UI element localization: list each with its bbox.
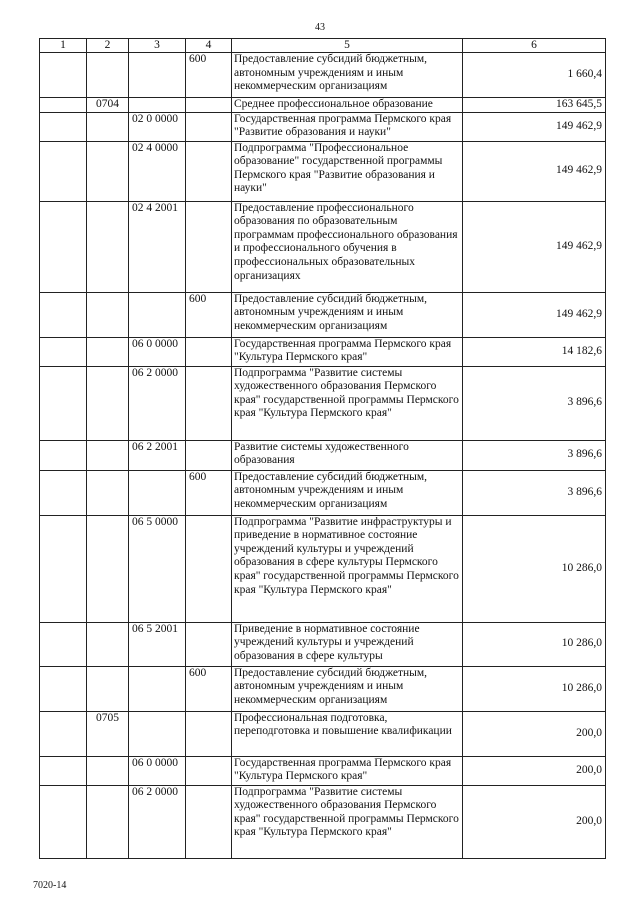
cell-c1 — [40, 440, 87, 470]
cell-c2 — [87, 141, 129, 201]
cell-c1 — [40, 785, 87, 858]
cell-c3 — [129, 666, 186, 711]
cell-c5: Подпрограмма "Развитие системы художественного образования Пермского края" государственной программы Пермского края "Культура Пермского края" — [232, 785, 463, 858]
cell-c5: Предоставление субсидий бюджетным, автономным учреждениям и иным некоммерческим организациям — [232, 666, 463, 711]
table-row — [40, 666, 606, 711]
cell-c2 — [87, 53, 129, 98]
cell-c1 — [40, 53, 87, 98]
cell-c5: Государственная программа Пермского края "Развитие образования и науки" — [232, 112, 463, 141]
table-row — [40, 98, 606, 113]
cell-c4 — [186, 141, 232, 201]
cell-c5: Подпрограмма "Развитие инфраструктуры и приведение в нормативное состояние учреждений культуры и учреждений образования в сфере культуры Пермского края" государственной программы Пермского края "Культура Пермского края" — [232, 515, 463, 622]
cell-c4 — [186, 622, 232, 666]
cell-c3: 06 2 0000 — [129, 785, 186, 858]
cell-c2 — [87, 112, 129, 141]
page-number: 43 — [315, 22, 325, 33]
cell-c5: Предоставление субсидий бюджетным, автономным учреждениям и иным некоммерческим организациям — [232, 53, 463, 98]
cell-c6: 1 660,4 — [463, 53, 606, 98]
cell-c4 — [186, 440, 232, 470]
cell-c3: 06 0 0000 — [129, 756, 186, 785]
cell-c6: 200,0 — [463, 711, 606, 756]
table-row — [40, 292, 606, 337]
cell-c1 — [40, 622, 87, 666]
cell-c4: 600 — [186, 666, 232, 711]
cell-c2 — [87, 292, 129, 337]
table-row — [40, 785, 606, 858]
cell-c2: 0705 — [87, 711, 129, 756]
cell-c1 — [40, 756, 87, 785]
cell-c2 — [87, 337, 129, 366]
cell-c3 — [129, 98, 186, 113]
cell-c6: 3 896,6 — [463, 440, 606, 470]
cell-c6: 149 462,9 — [463, 112, 606, 141]
cell-c6: 200,0 — [463, 785, 606, 858]
table-row — [40, 53, 606, 98]
cell-c1 — [40, 292, 87, 337]
cell-c1 — [40, 666, 87, 711]
cell-c3: 02 4 0000 — [129, 141, 186, 201]
cell-c4 — [186, 515, 232, 622]
cell-c2 — [87, 440, 129, 470]
cell-c6: 3 896,6 — [463, 366, 606, 440]
cell-c3: 06 2 2001 — [129, 440, 186, 470]
cell-c1 — [40, 711, 87, 756]
cell-c5: Приведение в нормативное состояние учреждений культуры и учреждений образования в сфере культуры — [232, 622, 463, 666]
cell-c4 — [186, 785, 232, 858]
cell-c1 — [40, 141, 87, 201]
table-row — [40, 515, 606, 622]
cell-c4 — [186, 201, 232, 292]
table-row — [40, 756, 606, 785]
cell-c6: 149 462,9 — [463, 201, 606, 292]
cell-c4 — [186, 711, 232, 756]
header-col-4: 4 — [186, 39, 232, 53]
table-row — [40, 366, 606, 440]
cell-c6: 10 286,0 — [463, 515, 606, 622]
cell-c3 — [129, 470, 186, 515]
table-row — [40, 711, 606, 756]
header-col-3: 3 — [129, 39, 186, 53]
cell-c6: 10 286,0 — [463, 666, 606, 711]
cell-c1 — [40, 337, 87, 366]
cell-c4 — [186, 337, 232, 366]
budget-table — [39, 38, 606, 859]
cell-c5: Государственная программа Пермского края "Культура Пермского края" — [232, 337, 463, 366]
cell-c1 — [40, 98, 87, 113]
cell-c3: 06 5 2001 — [129, 622, 186, 666]
table-row — [40, 337, 606, 366]
header-col-1: 1 — [40, 39, 87, 53]
cell-c1 — [40, 366, 87, 440]
footer-code: 7020-14 — [33, 880, 67, 891]
cell-c1 — [40, 515, 87, 622]
cell-c6: 200,0 — [463, 756, 606, 785]
cell-c3: 06 2 0000 — [129, 366, 186, 440]
cell-c6: 3 896,6 — [463, 470, 606, 515]
cell-c3 — [129, 711, 186, 756]
cell-c2 — [87, 515, 129, 622]
cell-c6: 149 462,9 — [463, 141, 606, 201]
cell-c4 — [186, 756, 232, 785]
cell-c6: 163 645,5 — [463, 98, 606, 113]
cell-c3: 02 0 0000 — [129, 112, 186, 141]
cell-c1 — [40, 201, 87, 292]
cell-c5: Предоставление субсидий бюджетным, автономным учреждениям и иным некоммерческим организациям — [232, 470, 463, 515]
cell-c5: Предоставление субсидий бюджетным, автономным учреждениям и иным некоммерческим организациям — [232, 292, 463, 337]
cell-c5: Предоставление профессионального образования по образовательным программам профессионального образования и профессионального обучения в профессиональных образовательных организациях — [232, 201, 463, 292]
header-col-2: 2 — [87, 39, 129, 53]
cell-c6: 10 286,0 — [463, 622, 606, 666]
cell-c2 — [87, 470, 129, 515]
cell-c3: 02 4 2001 — [129, 201, 186, 292]
cell-c2 — [87, 785, 129, 858]
table-row — [40, 141, 606, 201]
cell-c3: 06 5 0000 — [129, 515, 186, 622]
cell-c2 — [87, 366, 129, 440]
table-row — [40, 622, 606, 666]
cell-c1 — [40, 112, 87, 141]
cell-c5: Среднее профессиональное образование — [232, 98, 463, 113]
cell-c4: 600 — [186, 53, 232, 98]
cell-c6: 14 182,6 — [463, 337, 606, 366]
cell-c2 — [87, 622, 129, 666]
cell-c2 — [87, 201, 129, 292]
table-row — [40, 201, 606, 292]
cell-c4 — [186, 112, 232, 141]
header-col-6: 6 — [463, 39, 606, 53]
table-row — [40, 470, 606, 515]
cell-c4 — [186, 366, 232, 440]
cell-c6: 149 462,9 — [463, 292, 606, 337]
cell-c3: 06 0 0000 — [129, 337, 186, 366]
cell-c5: Профессиональная подготовка, переподготовка и повышение квалификации — [232, 711, 463, 756]
table-row — [40, 440, 606, 470]
cell-c5: Подпрограмма "Профессиональное образование" государственной программы Пермского края "Развитие образования и науки" — [232, 141, 463, 201]
cell-c3 — [129, 53, 186, 98]
cell-c5: Государственная программа Пермского края "Культура Пермского края" — [232, 756, 463, 785]
table-header-row — [40, 39, 606, 53]
table-row — [40, 112, 606, 141]
cell-c2 — [87, 666, 129, 711]
cell-c1 — [40, 470, 87, 515]
cell-c4 — [186, 98, 232, 113]
cell-c2: 0704 — [87, 98, 129, 113]
cell-c2 — [87, 756, 129, 785]
cell-c3 — [129, 292, 186, 337]
header-col-5: 5 — [232, 39, 463, 53]
cell-c5: Развитие системы художественного образования — [232, 440, 463, 470]
cell-c4: 600 — [186, 470, 232, 515]
cell-c4: 600 — [186, 292, 232, 337]
cell-c5: Подпрограмма "Развитие системы художественного образования Пермского края" государственной программы Пермского края "Культура Пермского края" — [232, 366, 463, 440]
